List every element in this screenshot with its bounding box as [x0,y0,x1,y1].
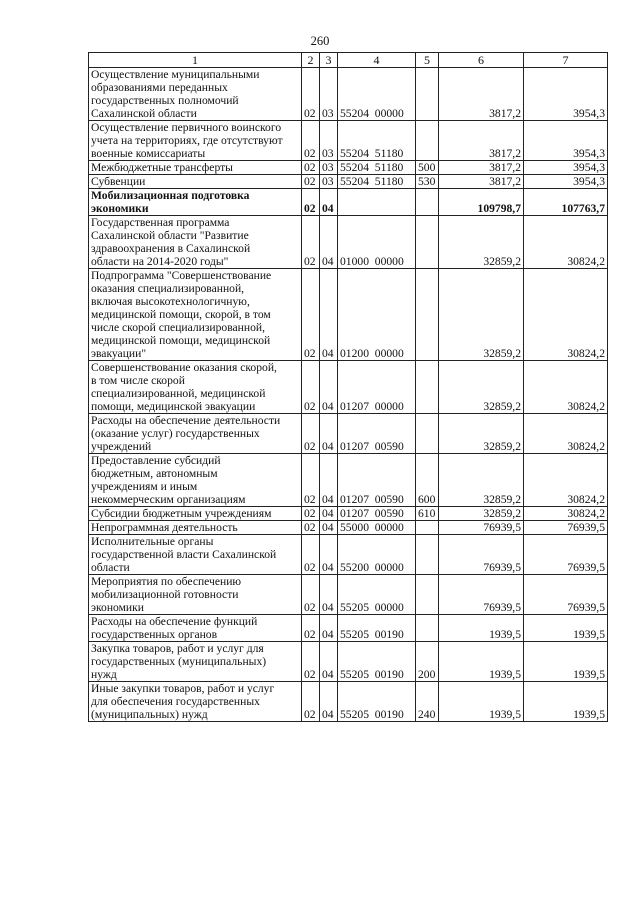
row-name: Расходы на обеспечение функций государственных органов [89,615,302,642]
row-expense-type: 610 [416,507,439,521]
row-target-article: 55205 00190 [338,642,416,682]
row-section: 02 [302,575,320,615]
row-target-article: 55204 00000 [338,68,416,121]
row-value-2: 1939,5 [524,642,608,682]
header-col-2: 2 [302,53,320,68]
row-expense-type [416,575,439,615]
row-value-2: 30824,2 [524,269,608,361]
row-expense-type [416,269,439,361]
row-subsection: 03 [320,121,338,161]
table-row [89,161,608,175]
row-subsection: 04 [320,682,338,722]
row-subsection: 04 [320,361,338,414]
row-target-article: 01207 00590 [338,507,416,521]
row-expense-type: 530 [416,175,439,189]
row-value-1: 109798,7 [439,189,524,216]
row-target-article: 01200 00000 [338,269,416,361]
row-name: Совершенствование оказания скорой, в том числе скорой специализированной, медицинской помощи, медицинской эвакуации [89,361,302,414]
row-subsection: 04 [320,535,338,575]
row-subsection: 04 [320,269,338,361]
table-row [89,68,608,121]
row-expense-type [416,216,439,269]
table-row [89,189,608,216]
row-section: 02 [302,216,320,269]
row-subsection: 04 [320,414,338,454]
row-target-article: 01000 00000 [338,216,416,269]
row-target-article [338,189,416,216]
row-value-2: 76939,5 [524,575,608,615]
row-value-2: 30824,2 [524,507,608,521]
table-row [89,361,608,414]
row-value-2: 3954,3 [524,121,608,161]
row-section: 02 [302,642,320,682]
row-expense-type [416,414,439,454]
row-expense-type: 600 [416,454,439,507]
row-name: Субвенции [89,175,302,189]
row-value-2: 76939,5 [524,535,608,575]
row-subsection: 04 [320,642,338,682]
row-value-1: 32859,2 [439,414,524,454]
row-expense-type [416,68,439,121]
header-col-6: 6 [439,53,524,68]
row-expense-type: 200 [416,642,439,682]
row-value-1: 76939,5 [439,575,524,615]
header-col-7: 7 [524,53,608,68]
table-row [89,535,608,575]
table-row [89,682,608,722]
budget-table [88,52,608,722]
row-name: Предоставление субсидий бюджетным, автономным учреждениям и иным некоммерческим организациям [89,454,302,507]
row-name: Государственная программа Сахалинской области "Развитие здравоохранения в Сахалинской области на 2014-2020 годы" [89,216,302,269]
row-name: Иные закупки товаров, работ и услуг для обеспечения государственных (муниципальных) нужд [89,682,302,722]
row-name: Мероприятия по обеспечению мобилизационной готовности экономики [89,575,302,615]
row-expense-type [416,535,439,575]
row-subsection: 04 [320,615,338,642]
row-subsection: 04 [320,216,338,269]
row-value-1: 1939,5 [439,682,524,722]
row-subsection: 03 [320,161,338,175]
row-subsection: 03 [320,68,338,121]
row-value-1: 3817,2 [439,161,524,175]
row-target-article: 01207 00590 [338,454,416,507]
row-name: Межбюджетные трансферты [89,161,302,175]
row-value-2: 1939,5 [524,615,608,642]
row-expense-type [416,189,439,216]
table-row [89,414,608,454]
row-subsection: 04 [320,575,338,615]
row-name: Исполнительные органы государственной власти Сахалинской области [89,535,302,575]
row-section: 02 [302,535,320,575]
row-subsection: 04 [320,454,338,507]
row-target-article: 55204 51180 [338,121,416,161]
row-name: Осуществление первичного воинского учета на территориях, где отсутствуют военные комиссариаты [89,121,302,161]
row-value-2: 3954,3 [524,161,608,175]
row-section: 02 [302,682,320,722]
row-value-2: 30824,2 [524,216,608,269]
header-row [89,53,608,68]
header-col-3: 3 [320,53,338,68]
row-name: Закупка товаров, работ и услуг для государственных (муниципальных) нужд [89,642,302,682]
table-row [89,216,608,269]
row-value-2: 3954,3 [524,175,608,189]
table-row [89,615,608,642]
table-row [89,507,608,521]
table-row [89,175,608,189]
table-body [89,68,608,722]
table-row [89,121,608,161]
row-value-2: 30824,2 [524,361,608,414]
row-value-2: 76939,5 [524,521,608,535]
row-value-1: 32859,2 [439,269,524,361]
row-section: 02 [302,615,320,642]
page-number: 260 [310,34,330,48]
row-target-article: 55204 51180 [338,175,416,189]
row-expense-type [416,521,439,535]
row-expense-type: 240 [416,682,439,722]
table-row [89,575,608,615]
row-expense-type [416,615,439,642]
row-value-2: 3954,3 [524,68,608,121]
header-col-4: 4 [338,53,416,68]
row-section: 02 [302,161,320,175]
row-expense-type [416,361,439,414]
row-value-1: 32859,2 [439,361,524,414]
row-expense-type [416,121,439,161]
row-value-2: 30824,2 [524,454,608,507]
row-section: 02 [302,454,320,507]
row-name: Мобилизационная подготовка экономики [89,189,302,216]
row-section: 02 [302,269,320,361]
table-row [89,642,608,682]
row-section: 02 [302,175,320,189]
row-value-2: 1939,5 [524,682,608,722]
row-target-article: 55205 00190 [338,682,416,722]
row-target-article: 55204 51180 [338,161,416,175]
row-value-1: 32859,2 [439,216,524,269]
row-expense-type: 500 [416,161,439,175]
header-col-1: 1 [89,53,302,68]
row-value-1: 3817,2 [439,121,524,161]
row-target-article: 55205 00000 [338,575,416,615]
table-row [89,269,608,361]
row-target-article: 55200 00000 [338,535,416,575]
row-value-1: 1939,5 [439,642,524,682]
row-target-article: 01207 00000 [338,361,416,414]
row-value-1: 1939,5 [439,615,524,642]
row-name: Осуществление муниципальными образованиями переданных государственных полномочий Сахалинской области [89,68,302,121]
row-section: 02 [302,189,320,216]
row-value-1: 76939,5 [439,535,524,575]
row-value-1: 32859,2 [439,507,524,521]
row-value-2: 107763,7 [524,189,608,216]
table-row [89,521,608,535]
row-subsection: 04 [320,189,338,216]
row-section: 02 [302,121,320,161]
row-value-1: 76939,5 [439,521,524,535]
row-name: Расходы на обеспечение деятельности (оказание услуг) государственных учреждений [89,414,302,454]
row-name: Субсидии бюджетным учреждениям [89,507,302,521]
row-section: 02 [302,68,320,121]
row-target-article: 55000 00000 [338,521,416,535]
table-row [89,454,608,507]
header-col-5: 5 [416,53,439,68]
row-section: 02 [302,507,320,521]
row-target-article: 01207 00590 [338,414,416,454]
row-value-2: 30824,2 [524,414,608,454]
row-section: 02 [302,414,320,454]
row-subsection: 04 [320,521,338,535]
row-target-article: 55205 00190 [338,615,416,642]
row-section: 02 [302,361,320,414]
row-value-1: 32859,2 [439,454,524,507]
row-value-1: 3817,2 [439,68,524,121]
row-subsection: 04 [320,507,338,521]
row-name: Подпрограмма "Совершенствование оказания специализированной, включая высокотехнологичную, медицинской помощи, скорой, в том числе скорой специализированной, медицинской помощи, медицинской эвакуации" [89,269,302,361]
row-subsection: 03 [320,175,338,189]
row-value-1: 3817,2 [439,175,524,189]
row-name: Непрограммная деятельность [89,521,302,535]
row-section: 02 [302,521,320,535]
